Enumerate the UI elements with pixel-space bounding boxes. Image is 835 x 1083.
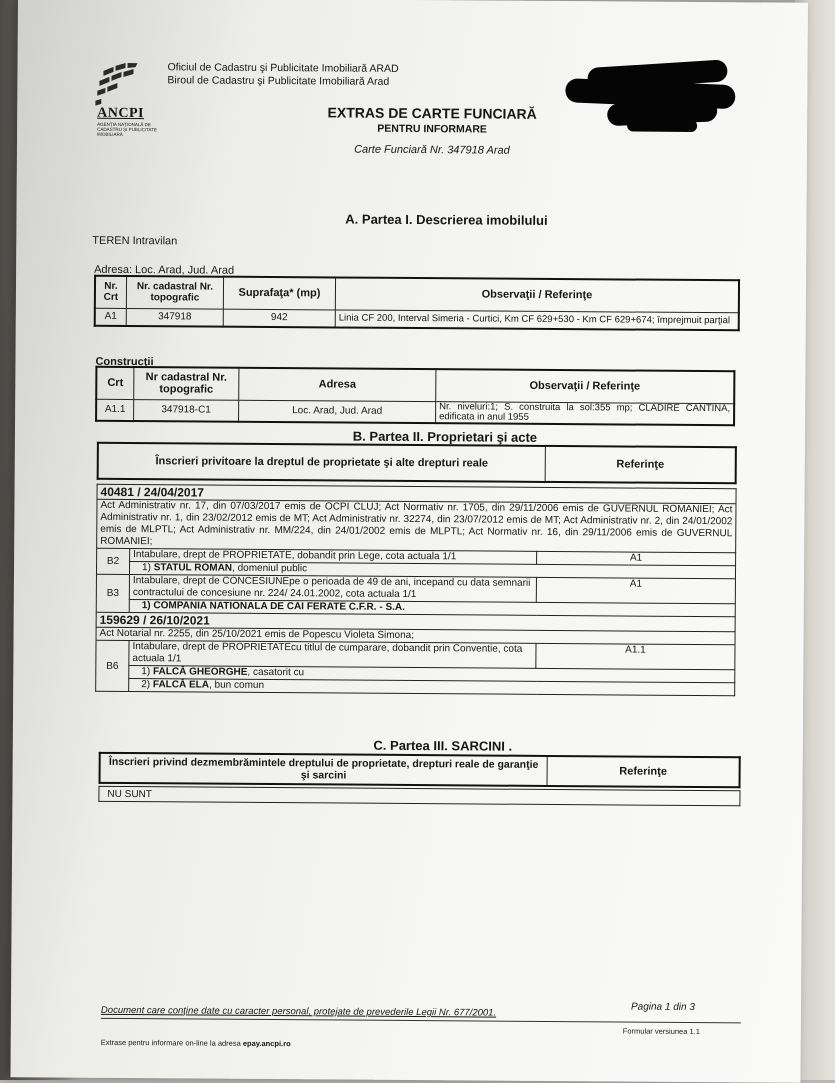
redaction-mark xyxy=(627,119,697,131)
cell-cadastral: 347918 xyxy=(126,308,223,326)
registration-acts: Act Administrativ nr. 17, din 07/03/2017 emis de OCPI CLUJ; Act Normativ nr. 1705, din 29/11/2006 emis de GUVERNUL ROMANIEI; Act Administrativ nr. 1, din 23/02/2012 emis de MT; Act Administrativ nr. 32274, din 23/07/2012 emis de MT; Act Administrativ nr. 2, din 24/01/2002 emis de MLPTL; Act Administrativ nr. MM/224, din 24/01/2002 emis de MLPTL; Act Normativ nr. 16, din 29/11/2006 emis de GUVERNUL ROMANIEI; xyxy=(97,499,736,552)
logo-subtext: AGENȚIA NAȚIONALĂ DE CADASTRU ȘI PUBLICITATE IMOBILIARĂ xyxy=(97,121,157,137)
cf-number: Carte Funciară Nr. 347918 Arad xyxy=(354,143,510,157)
cell-crt: A1.1 xyxy=(96,399,134,421)
entry-row-b3 xyxy=(96,574,735,603)
col-cadastral: Nr. cadastral Nr. topografic xyxy=(126,276,223,309)
entry-code: B6 xyxy=(96,640,129,691)
col-suprafata: Suprafaţa* (mp) xyxy=(223,277,335,310)
footer-note: Document care conţine date cu caracter personal, protejate de prevederile Legii Nr. 677/2001. xyxy=(100,1004,497,1019)
ownership-table xyxy=(95,484,736,696)
document-subtitle: PENTRU INFORMARE xyxy=(377,122,487,136)
cell-observatii: Linia CF 200, Interval Simeria - Curtici, Km CF 629+530 - Km CF 629+674; împrejmuit parţial xyxy=(335,309,739,329)
page-number: Pagina 1 din 3 xyxy=(630,1001,695,1013)
adresa: Adresa: Loc. Arad, Jud. Arad xyxy=(94,263,235,277)
owner-number: 2) xyxy=(141,679,151,691)
owner-detail: , bun comun xyxy=(208,679,265,691)
col-observatii: Observaţii / Referinţe xyxy=(335,277,739,312)
owner-detail: , domeniul public xyxy=(232,562,308,575)
parcel-table xyxy=(94,275,740,331)
office-info xyxy=(167,61,398,89)
cell-suprafata: 942 xyxy=(223,309,335,327)
encumbrances-value: NU SUNT xyxy=(99,786,740,805)
construction-table-header xyxy=(96,367,734,403)
registration-number: 40481 / 24/04/2017 xyxy=(97,484,736,503)
form-version: Formular versiunea 1.1 xyxy=(622,1026,700,1037)
owner-name: FALCĂ ELA xyxy=(152,679,210,691)
col-crt: Crt xyxy=(96,367,134,399)
entry-code: B2 xyxy=(96,548,129,574)
ownership-header-table xyxy=(97,442,737,484)
owner-number: 1) xyxy=(141,562,151,574)
constructii-label: Construcţii xyxy=(95,355,154,369)
owner-detail: , casatorit cu xyxy=(247,666,305,679)
cell-adresa: Loc. Arad, Jud. Arad xyxy=(239,400,436,423)
owner-number: 1) xyxy=(141,666,151,678)
footer-divider xyxy=(101,1018,741,1023)
encumbrances-header-right: Referinţe xyxy=(547,756,740,787)
registration-acts: Act Notarial nr. 2255, din 25/10/2021 emis de Popescu Violeta Simona; xyxy=(96,627,735,644)
col-observatii: Observaţii / Referinţe xyxy=(436,369,735,403)
encumbrances-value-table xyxy=(98,786,740,806)
ownership-header-left: Înscrieri privitoare la dreptul de proprietate şi alte drepturi reale xyxy=(98,443,546,482)
ancpi-logo-icon xyxy=(95,63,155,108)
col-cadastral: Nr cadastral Nr. topografic xyxy=(134,367,239,400)
document-page xyxy=(10,0,808,1083)
part-a-title: A. Partea I. Descrierea imobilului xyxy=(345,211,548,228)
entry-text: Intabulare, drept de PROPRIETATEcu titlul de cumparare, dobandit prin Conventie, cota actuala 1/1 xyxy=(129,641,536,669)
table-row xyxy=(95,308,739,330)
part-c-title: C. Partea III. SARCINI . xyxy=(373,737,513,754)
logo-text: ANCPI xyxy=(97,105,145,122)
encumbrances-table xyxy=(99,752,741,788)
encumbrances-header-left: Înscrieri privind dezmembrămintele dreptului de proprietate, drepturi reale de garanţie şi sarcini xyxy=(100,753,548,786)
entry-ref: A1 xyxy=(537,551,736,565)
teren-type: TEREN Intravilan xyxy=(92,234,178,248)
cell-crt: A1 xyxy=(95,308,127,326)
entry-text: Intabulare, drept de CONCESIUNEpe o perioada de 49 de ani, incepand cu data semnarii contractului de concesiune nr. 224/ 24.01.2002, cota actuala 1/1 xyxy=(129,575,536,603)
entry-ref: A1 xyxy=(536,577,735,603)
footer-url-prefix: Extrase pentru informare on-line la adresa xyxy=(100,1037,243,1048)
office-line-1: Oficiul de Cadastru şi Publicitate Imobiliară ARAD xyxy=(167,61,399,75)
parcel-table-header xyxy=(95,276,739,312)
entry-text: Intabulare, drept de PROPRIETATE, dobandit prin Lege, cota actuala 1/1 xyxy=(130,549,537,565)
ownership-header-right: Referinţe xyxy=(545,446,736,483)
table-row xyxy=(96,399,734,425)
cell-cadastral: 347918-C1 xyxy=(134,399,239,421)
footer-url-line xyxy=(101,1038,291,1048)
registration-number: 159629 / 26/10/2021 xyxy=(96,612,735,631)
document-title: EXTRAS DE CARTE FUNCIARĂ xyxy=(327,104,537,122)
construction-table xyxy=(95,366,735,426)
entry-ref: A1.1 xyxy=(536,643,735,669)
registration-acts-row xyxy=(97,499,736,552)
owner-name: FALCĂ GHEORGHE xyxy=(152,666,248,678)
cell-observatii: Nr. niveluri:1; S. construita la sol:355 mp; CLADIRE CANTINA, edificata in anul 1955 xyxy=(436,401,735,425)
entry-code: B3 xyxy=(96,574,129,612)
col-crt: Nr. Crt xyxy=(95,276,127,308)
part-b-title: B. Partea II. Proprietari şi acte xyxy=(352,428,538,445)
footer-url-link[interactable]: epay.ancpi.ro xyxy=(242,1038,291,1049)
col-adresa: Adresa xyxy=(239,368,436,401)
office-line-2: Biroul de Cadastru şi Publicitate Imobiliară Arad xyxy=(167,74,390,88)
owner: 1) COMPANIA NATIONALA DE CAI FERATE C.F.R. - S.A. xyxy=(129,600,735,617)
owner-name: STATUL ROMAN xyxy=(153,562,233,574)
